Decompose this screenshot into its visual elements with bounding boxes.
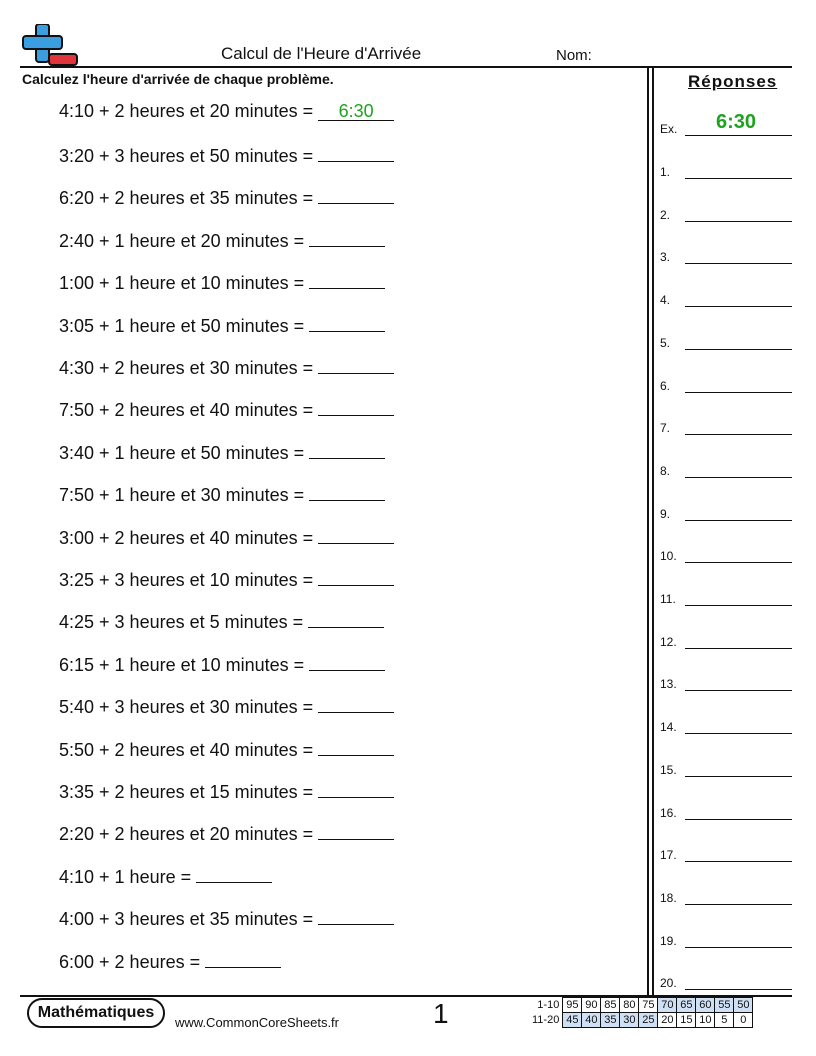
problem-question: 4:30 + 2 heures et 30 minutes =	[59, 358, 314, 378]
score-cell: 95	[563, 998, 582, 1013]
score-cell: 45	[563, 1013, 582, 1028]
score-cell: 10	[696, 1013, 715, 1028]
score-cell: 25	[639, 1013, 658, 1028]
subject-badge: Mathématiques	[27, 998, 165, 1028]
score-row-label: 1-10	[537, 999, 560, 1011]
answer-key-row	[660, 373, 792, 393]
answer-blank[interactable]	[318, 397, 394, 416]
score-row	[530, 1013, 753, 1028]
answer-key-row	[660, 714, 792, 734]
answer-key-line[interactable]	[685, 819, 792, 820]
answer-key-label: 12.	[660, 634, 677, 649]
score-cell: 60	[696, 998, 715, 1013]
answer-key-row	[660, 244, 792, 264]
problem-question: 3:35 + 2 heures et 15 minutes =	[59, 782, 314, 802]
answer-key-row	[660, 501, 792, 521]
answer-blank[interactable]	[205, 949, 281, 968]
problem-question: 1:00 + 1 heure et 10 minutes =	[59, 273, 305, 294]
answer-key-label: 1.	[660, 165, 671, 179]
answer-key-row	[660, 800, 792, 820]
answer-example	[660, 111, 792, 136]
answer-blank[interactable]	[318, 143, 394, 162]
problem-question: 5:40 + 3 heures et 30 minutes =	[59, 697, 314, 718]
answer-key-line[interactable]	[685, 306, 792, 307]
score-cell: 30	[620, 1013, 639, 1028]
answer-blank[interactable]	[309, 313, 385, 332]
answer-key-label: 4.	[660, 293, 671, 308]
score-cell: 40	[582, 1013, 601, 1028]
answer-key-row	[660, 159, 792, 179]
problem-question: 3:25 + 3 heures et 10 minutes =	[59, 570, 314, 590]
answer-blank[interactable]	[318, 567, 394, 586]
answer-example-value: 6:30	[716, 111, 757, 133]
answer-key-label: 6.	[660, 378, 671, 393]
problem-question: 3:40 + 1 heure et 50 minutes =	[59, 442, 305, 463]
answer-key-row	[660, 842, 792, 862]
answer-key-row	[660, 543, 792, 563]
problem-question: 6:20 + 2 heures et 35 minutes =	[59, 188, 314, 209]
score-cell: 80	[620, 998, 639, 1013]
answer-blank[interactable]	[309, 228, 385, 247]
score-cell: 70	[658, 998, 677, 1013]
example-answer: 6:30	[318, 102, 394, 121]
answer-key-label: 3.	[660, 250, 671, 265]
score-cell: 65	[677, 998, 696, 1013]
answer-key-label: 18.	[660, 890, 677, 905]
answer-key-line[interactable]	[685, 562, 792, 563]
answer-key-line[interactable]	[685, 434, 792, 435]
answer-blank[interactable]	[196, 864, 272, 883]
problem-question: 2:40 + 1 heure et 20 minutes =	[59, 230, 305, 251]
problem-question: 6:00 + 2 heures =	[59, 951, 201, 972]
score-cell: 85	[601, 998, 620, 1013]
answer-blank[interactable]	[318, 906, 394, 925]
answer-key-row	[660, 202, 792, 222]
answer-key-line[interactable]	[685, 947, 792, 948]
score-cell: 90	[582, 998, 601, 1013]
answer-key-line[interactable]	[685, 349, 792, 350]
problem-question: 5:50 + 2 heures et 40 minutes =	[59, 739, 314, 760]
answer-key-row	[660, 287, 792, 307]
answer-key-row	[660, 415, 792, 435]
score-cell: 75	[639, 998, 658, 1013]
answer-key-line[interactable]	[685, 648, 792, 649]
answer-blank[interactable]	[318, 821, 394, 840]
answer-key-row	[660, 671, 792, 691]
answer-key-label: 10.	[660, 549, 677, 564]
answer-blank[interactable]	[309, 652, 385, 671]
answer-key-label: 7.	[660, 421, 671, 436]
score-row-label: 11-20	[532, 1014, 560, 1026]
answer-key-label: 20.	[660, 976, 677, 991]
score-row	[530, 998, 753, 1013]
column-divider-double	[652, 66, 654, 996]
answer-key-label: 5.	[660, 335, 671, 350]
answer-key-label: 11.	[660, 592, 676, 606]
score-cell: 5	[715, 1013, 734, 1028]
answer-key-row	[660, 970, 792, 990]
answer-key-line[interactable]	[685, 520, 792, 521]
answer-blank[interactable]	[318, 694, 394, 713]
answer-key-line[interactable]	[685, 477, 792, 478]
answer-key-line[interactable]	[685, 263, 792, 264]
answer-key-label: 2.	[660, 207, 671, 222]
answer-key-row	[660, 458, 792, 478]
score-cell: 20	[658, 1013, 677, 1028]
answer-key-row	[660, 330, 792, 350]
score-cell: 55	[715, 998, 734, 1013]
answer-key-line[interactable]	[685, 690, 792, 691]
problem-question: 4:25 + 3 heures et 5 minutes =	[59, 612, 304, 633]
problem-question: 3:20 + 3 heures et 50 minutes =	[59, 146, 314, 166]
answer-key-label: 17.	[660, 848, 677, 863]
answer-blank[interactable]	[309, 270, 385, 289]
instructions: Calculez l'heure d'arrivée de chaque problème.	[22, 71, 334, 87]
answer-key-row	[660, 586, 792, 606]
answers-title: Réponses	[688, 72, 778, 91]
answer-key-label: 9.	[660, 506, 671, 521]
site-url: www.CommonCoreSheets.fr	[175, 1015, 339, 1030]
answer-key-row	[660, 757, 792, 777]
plus-minus-logo-icon	[22, 24, 80, 68]
answer-key-label: 19.	[660, 933, 677, 948]
answer-key-line[interactable]	[685, 989, 792, 990]
answer-example-label: Ex.	[660, 122, 678, 136]
score-table	[530, 997, 753, 1028]
answer-key-label: 16.	[660, 805, 677, 820]
answer-key-line[interactable]	[685, 392, 792, 393]
problem-question: 4:10 + 1 heure =	[59, 866, 192, 887]
answer-blank[interactable]	[309, 440, 385, 459]
answer-key-line[interactable]	[685, 776, 792, 777]
answer-key-line[interactable]	[685, 221, 792, 222]
problem-question: 7:50 + 2 heures et 40 minutes =	[59, 400, 314, 421]
column-divider	[647, 66, 649, 996]
answer-key-line[interactable]	[685, 733, 792, 734]
problem-question: 4:00 + 3 heures et 35 minutes =	[59, 909, 314, 930]
score-cell: 15	[677, 1013, 696, 1028]
answer-blank[interactable]	[318, 355, 394, 374]
answer-key-label: 15.	[660, 762, 677, 777]
answer-blank[interactable]	[318, 779, 394, 798]
example-question: 4:10 + 2 heures et 20 minutes =	[59, 101, 314, 121]
answer-key-row	[660, 928, 792, 948]
answer-line	[685, 135, 792, 136]
problem-question: 2:20 + 2 heures et 20 minutes =	[59, 824, 314, 845]
answer-blank[interactable]	[318, 185, 394, 204]
page-number: 1	[433, 998, 449, 1029]
answer-key-label: 8.	[660, 463, 671, 478]
answer-blank[interactable]	[308, 609, 384, 628]
score-cell: 0	[734, 1013, 753, 1028]
score-cell: 50	[734, 998, 753, 1013]
problem-question: 7:50 + 1 heure et 30 minutes =	[59, 485, 305, 506]
answer-key-label: 14.	[660, 720, 677, 735]
answer-key-line[interactable]	[685, 605, 792, 606]
worksheet-title: Calcul de l'Heure d'Arrivée	[221, 44, 422, 63]
header-divider	[20, 66, 792, 68]
answer-key-line[interactable]	[685, 861, 792, 862]
answer-blank[interactable]	[318, 525, 394, 544]
problem-question: 3:00 + 2 heures et 40 minutes =	[59, 527, 314, 548]
score-cell: 35	[601, 1013, 620, 1028]
answer-key-row	[660, 629, 792, 649]
problem-question: 6:15 + 1 heure et 10 minutes =	[59, 654, 305, 675]
answer-key-line[interactable]	[685, 904, 792, 905]
answer-key-line[interactable]	[685, 178, 792, 179]
answer-blank[interactable]	[309, 482, 385, 501]
answer-key-row	[660, 885, 792, 905]
answer-blank[interactable]	[318, 737, 394, 756]
name-label: Nom:	[556, 47, 592, 64]
answer-key-label: 13.	[660, 677, 677, 692]
problem-question: 3:05 + 1 heure et 50 minutes =	[59, 315, 305, 336]
